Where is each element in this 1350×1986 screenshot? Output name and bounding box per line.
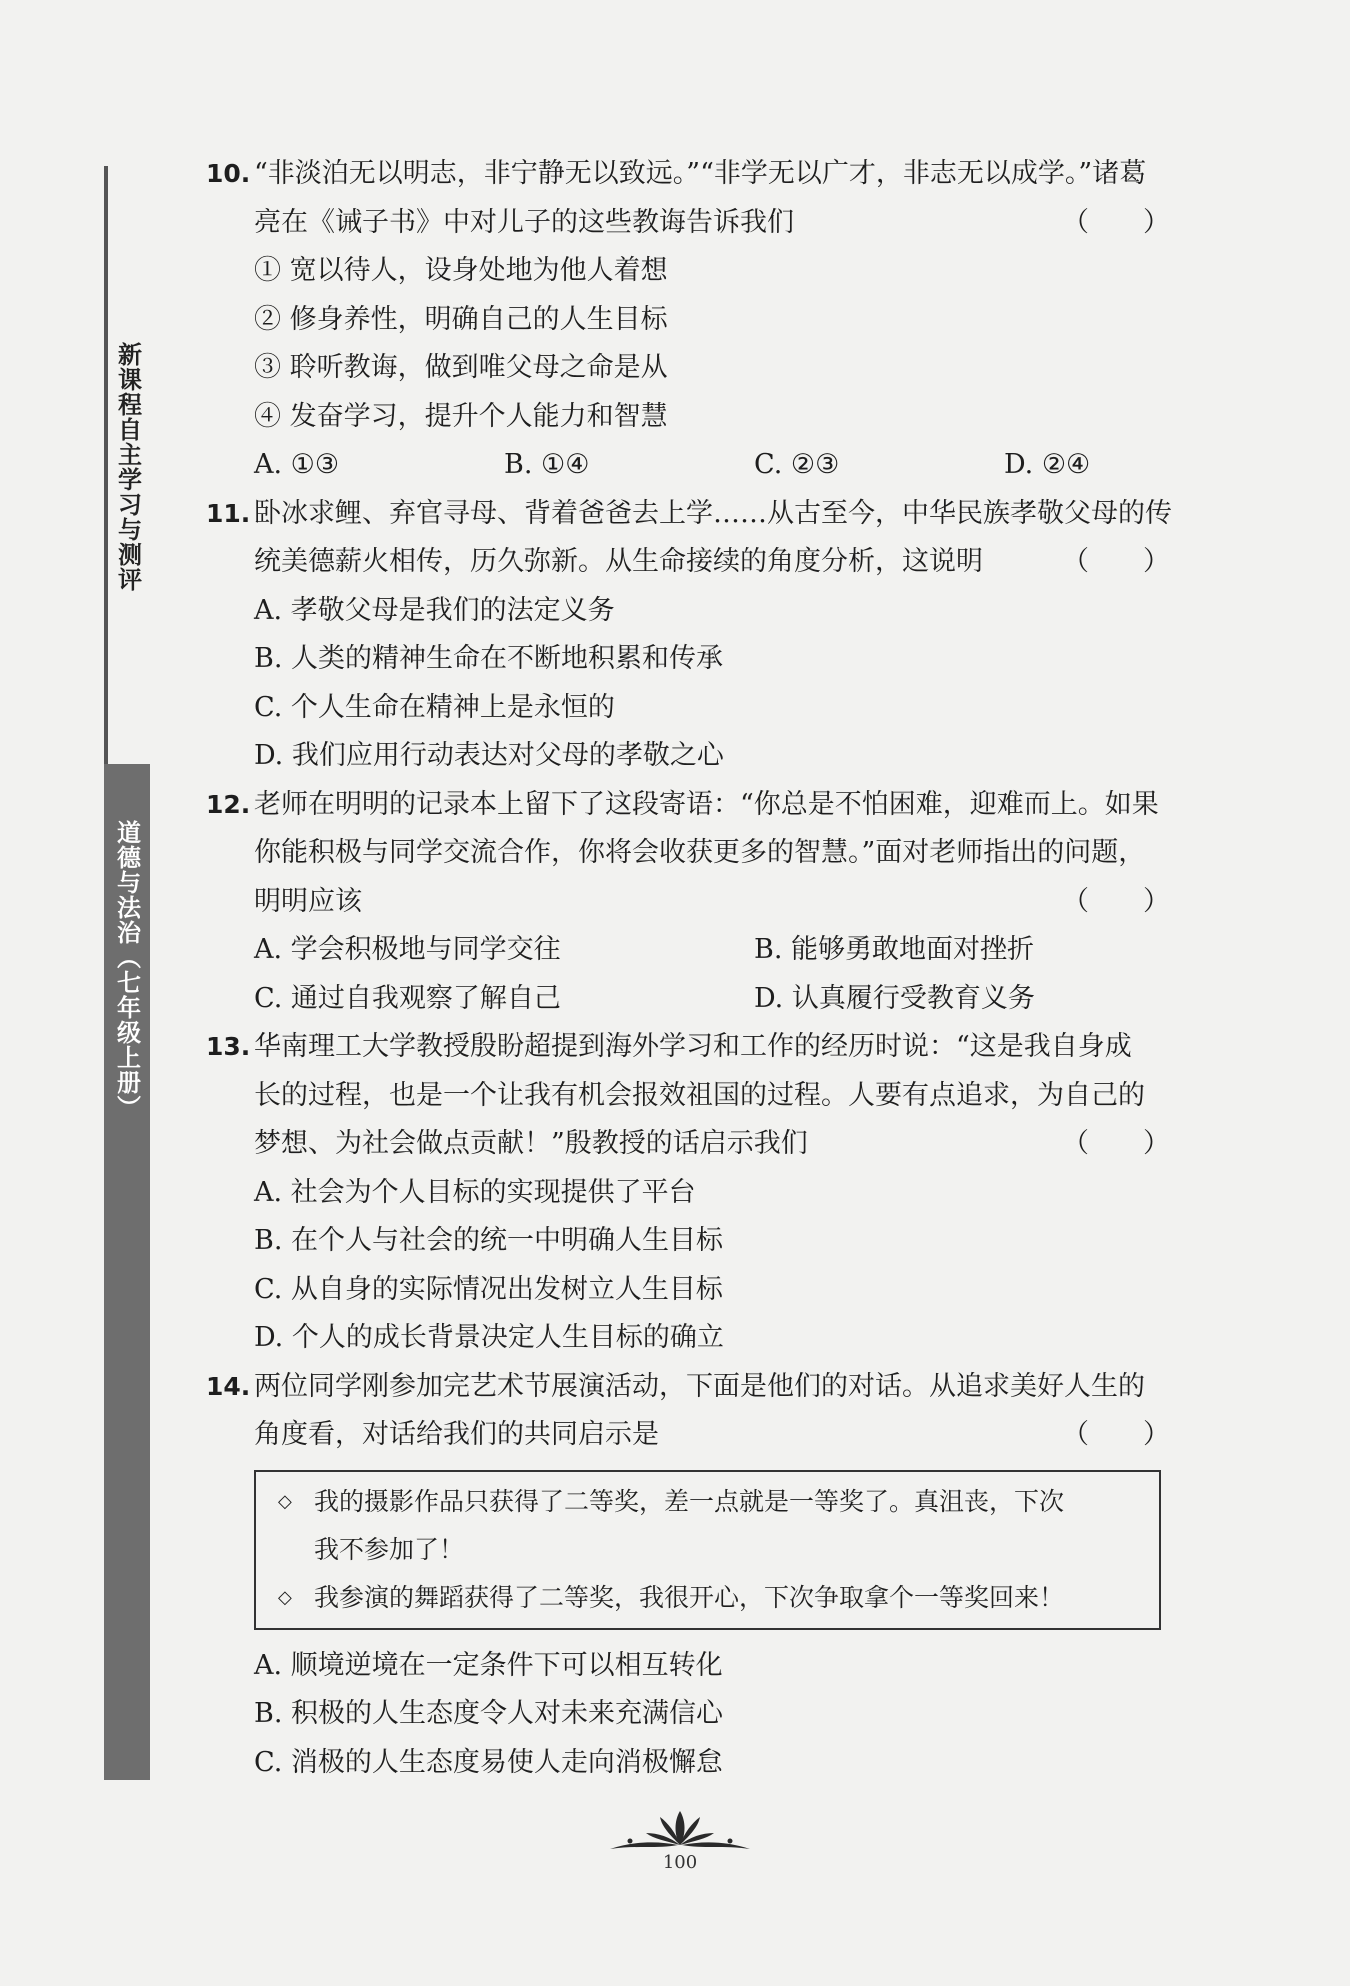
question-number: 13. <box>206 1032 251 1061</box>
question-number: 10. <box>206 159 251 188</box>
question-stem-line: 梦想、为社会做点贡献！”殷教授的话启示我们 <box>254 1128 808 1159</box>
option-a: A. 学会积极地与同学交往 <box>254 934 561 965</box>
dialogue-line: 我不参加了！ <box>314 1534 465 1564</box>
question-stem-line: 长的过程，也是一个让我有机会报效祖国的过程。人要有点追求，为自己的 <box>254 1079 1145 1111</box>
question-13 <box>206 1023 1170 1363</box>
statement-item: ③ 聆听教诲，做到唯父母之命是从 <box>254 352 668 383</box>
question-10 <box>206 150 1170 490</box>
option-b: B. 在个人与社会的统一中明确人生目标 <box>254 1225 724 1256</box>
option-a: A. 社会为个人目标的实现提供了平台 <box>254 1176 696 1208</box>
option-b: B. ①④ <box>504 449 590 480</box>
question-stem-line: 两位同学刚参加完艺术节展演活动，下面是他们的对话。从追求美好人生的 <box>254 1370 1145 1402</box>
option-c: C. 消极的人生态度易使人走向消极懈怠 <box>254 1746 723 1778</box>
floral-ornament-icon <box>600 1805 760 1859</box>
option-d: D. ②④ <box>1004 449 1091 480</box>
option-c: C. ②③ <box>754 449 840 480</box>
question-stem-line: 统美德薪火相传，历久弥新。从生命接续的角度分析，这说明 <box>254 546 983 577</box>
page-number: 100 <box>662 1852 698 1873</box>
answer-paren: （ ） <box>1062 1128 1170 1159</box>
question-stem-line: 亮在《诫子书》中对儿子的这些教诲告诉我们 <box>254 206 794 238</box>
option-d: D. 我们应用行动表达对父母的孝敬之心 <box>254 740 724 771</box>
question-12 <box>206 781 1170 1024</box>
question-stem-line: 华南理工大学教授殷盼超提到海外学习和工作的经历时说：“这是我自身成 <box>254 1031 1132 1062</box>
option-b: B. 能够勇敢地面对挫折 <box>754 934 1035 965</box>
diamond-bullet-icon: ◇ <box>278 1490 292 1512</box>
option-a: A. 孝敬父母是我们的法定义务 <box>254 594 615 626</box>
question-11 <box>206 490 1172 781</box>
statement-item: ① 宽以待人，设身处地为他人着想 <box>254 255 668 286</box>
option-b: B. 积极的人生态度令人对未来充满信心 <box>254 1698 724 1729</box>
option-a: A. ①③ <box>254 449 340 480</box>
question-stem-line: “非淡泊无以明志，非宁静无以致远。”“非学无以广才，非志无以成学。”诸葛 <box>254 158 1147 189</box>
sidebar-series-tab <box>108 166 148 764</box>
sidebar-subject-tab <box>104 764 150 1780</box>
question-stem-line: 卧冰求鲤、弃官寻母、背着爸爸去上学……从古至今，中华民族孝敬父母的传 <box>254 497 1172 529</box>
dialogue-line: 我的摄影作品只获得了二等奖，差一点就是一等奖了。真沮丧，下次 <box>314 1486 1065 1516</box>
option-b: B. 人类的精神生命在不断地积累和传承 <box>254 643 724 674</box>
subject-title: 道德与法治（七年级上册） <box>112 820 141 1120</box>
option-c: C. 通过自我观察了解自己 <box>254 982 561 1014</box>
answer-paren: （ ） <box>1062 206 1170 238</box>
question-number: 14. <box>206 1371 251 1401</box>
dialogue-box <box>254 1470 1161 1630</box>
question-stem-line: 你能积极与同学交流合作，你将会收获更多的智慧。”面对老师指出的问题， <box>254 837 1146 868</box>
question-stem-line: 明明应该 <box>254 885 362 917</box>
answer-paren: （ ） <box>1062 885 1170 917</box>
answer-paren: （ ） <box>1062 1419 1170 1450</box>
option-d: D. 个人的成长背景决定人生目标的确立 <box>254 1322 724 1353</box>
question-stem-line: 老师在明明的记录本上留下了这段寄语：“你总是不怕困难，迎难而上。如果 <box>254 788 1159 820</box>
question-14 <box>206 1363 1170 1788</box>
statement-item: ④ 发奋学习，提升个人能力和智慧 <box>254 400 668 432</box>
diamond-bullet-icon: ◇ <box>278 1586 292 1608</box>
question-number: 12. <box>206 789 251 819</box>
question-list <box>206 150 1172 1787</box>
option-c: C. 个人生命在精神上是永恒的 <box>254 691 615 723</box>
dialogue-line: 我参演的舞蹈获得了二等奖，我很开心，下次争取拿个一等奖回来！ <box>314 1582 1065 1612</box>
series-title: 新课程自主学习与测评 <box>113 342 142 592</box>
answer-paren: （ ） <box>1062 546 1170 577</box>
question-stem-line: 角度看，对话给我们的共同启示是 <box>254 1419 659 1450</box>
option-a: A. 顺境逆境在一定条件下可以相互转化 <box>254 1649 723 1681</box>
statement-item: ② 修身养性，明确自己的人生目标 <box>254 303 668 335</box>
option-d: D. 认真履行受教育义务 <box>754 982 1035 1014</box>
question-number: 11. <box>206 498 251 528</box>
option-c: C. 从自身的实际情况出发树立人生目标 <box>254 1273 723 1305</box>
